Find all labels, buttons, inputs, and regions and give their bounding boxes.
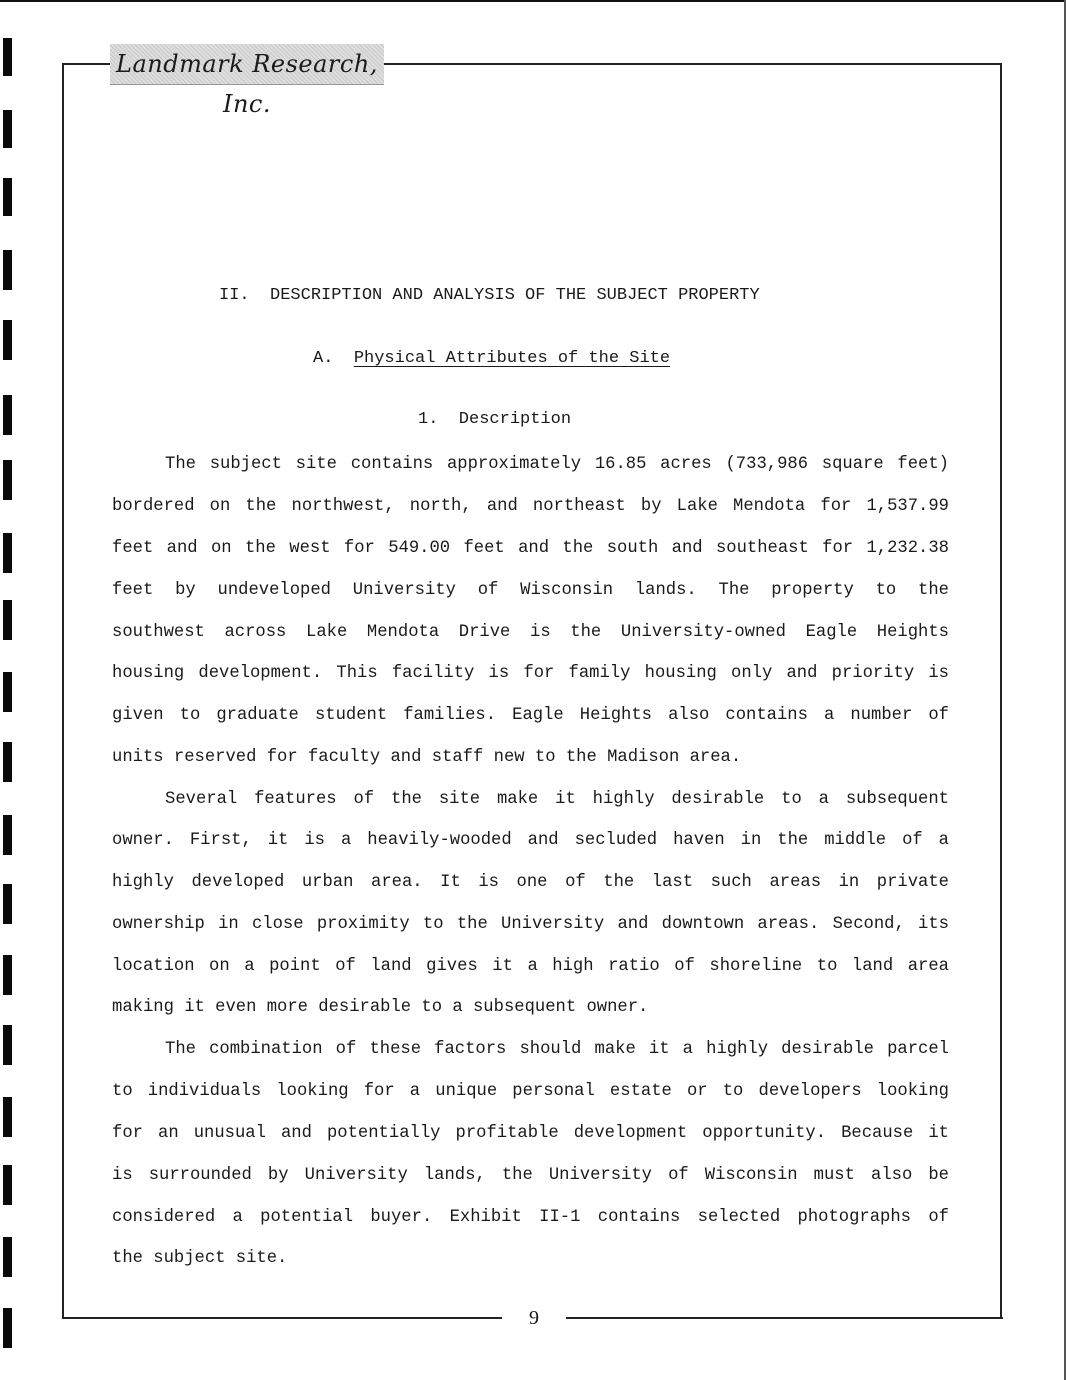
subsection-heading <box>313 349 670 368</box>
binding-mark <box>3 178 12 216</box>
body-line: highly developed urban area. It is one of the last such areas in private <box>112 873 949 892</box>
body-line: the subject site. <box>112 1249 288 1268</box>
page-frame-bottom-right <box>566 1317 1003 1319</box>
binding-marks <box>0 0 20 1380</box>
body-line: southwest across Lake Mendota Drive is the University-owned Eagle Heights <box>112 623 949 642</box>
page-frame-bottom-left <box>62 1317 502 1319</box>
binding-mark <box>3 1025 12 1065</box>
binding-mark <box>3 110 12 148</box>
binding-mark <box>3 1165 12 1205</box>
binding-mark <box>3 955 12 995</box>
body-line: owner. First, it is a heavily-wooded and secluded haven in the middle of a <box>112 831 949 850</box>
binding-mark <box>3 395 12 435</box>
body-line: considered a potential buyer. Exhibit II-1 contains selected photographs of <box>112 1208 949 1227</box>
letterhead-company-name: Landmark Research, Inc. <box>116 50 378 118</box>
body-line: The subject site contains approximately 16.85 acres (733,986 square feet) <box>165 455 949 474</box>
binding-mark <box>3 1097 12 1137</box>
scan-top-edge <box>0 0 1066 2</box>
body-line: is surrounded by University lands, the University of Wisconsin must also be <box>112 1166 949 1185</box>
body-line: making it even more desirable to a subsequent owner. <box>112 998 649 1017</box>
binding-mark <box>3 533 12 573</box>
body-line: ownership in close proximity to the University and downtown areas. Second, its <box>112 915 949 934</box>
body-line: bordered on the northwest, north, and northeast by Lake Mendota for 1,537.99 <box>112 497 949 516</box>
body-line: location on a point of land gives it a high ratio of shoreline to land area <box>112 957 949 976</box>
body-line: units reserved for faculty and staff new to the Madison area. <box>112 748 742 767</box>
binding-mark <box>3 38 12 76</box>
binding-mark <box>3 1308 12 1348</box>
binding-mark <box>3 884 12 924</box>
body-line: feet by undeveloped University of Wisconsin lands. The property to the <box>112 581 949 600</box>
binding-mark <box>3 1237 12 1277</box>
binding-mark <box>3 250 12 290</box>
body-line: for an unusual and potentially profitable development opportunity. Because it <box>112 1124 949 1143</box>
body-line: The combination of these factors should make it a highly desirable parcel <box>165 1040 949 1059</box>
binding-mark <box>3 600 12 640</box>
body-line: feet and on the west for 549.00 feet and the south and southeast for 1,232.38 <box>112 539 949 558</box>
item-heading: 1. Description <box>418 410 572 429</box>
page-number: 9 <box>529 1307 539 1329</box>
body-line: to individuals looking for a unique personal estate or to developers looking <box>112 1082 949 1101</box>
body-line: Several features of the site make it highly desirable to a subsequent <box>165 790 949 809</box>
section-heading: II. DESCRIPTION AND ANALYSIS OF THE SUBJECT PROPERTY <box>219 286 760 305</box>
binding-mark <box>3 672 12 712</box>
subsection-title: Physical Attributes of the Site <box>353 349 671 368</box>
binding-mark <box>3 460 12 500</box>
letterhead-logo <box>110 44 384 118</box>
subsection-letter: A. <box>313 349 334 368</box>
binding-mark <box>3 320 12 360</box>
body-line: given to graduate student families. Eagle Heights also contains a number of <box>112 706 949 725</box>
binding-mark <box>3 742 12 782</box>
body-line: housing development. This facility is for family housing only and priority is <box>112 664 949 683</box>
binding-mark <box>3 815 12 855</box>
